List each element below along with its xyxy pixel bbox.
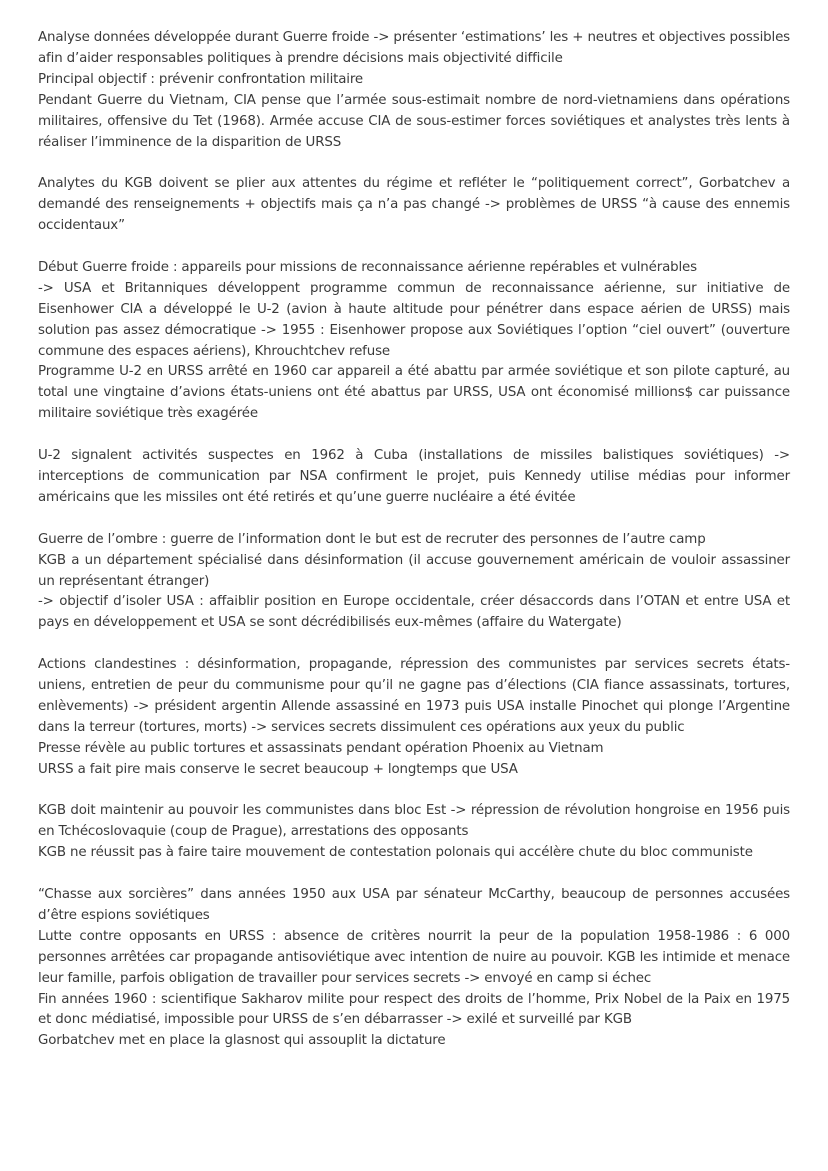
text-line: KGB doit maintenir au pouvoir les communistes dans bloc Est -> répression de révolution hongroise en 1956 puis en Tchécoslovaquie (coup de Prague), arrestations des opposants (38, 803, 790, 840)
paragraph-guerre-ombre (38, 530, 790, 635)
text-line: Programme U-2 en URSS arrêté en 1960 car appareil a été abattu par armée soviétique et son pilote capturé, au total une vingtaine d’avions états-uniens ont été abattus par URSS, USA ont économisé millions$ car puissance militaire soviétique très exagérée (38, 364, 790, 422)
text-line: KGB ne réussit pas à faire taire mouvement de contestation polonais qui accélère chute du bloc communiste (38, 845, 753, 861)
paragraph-reconnaissance-aerienne (38, 258, 790, 425)
paragraph-cuba (38, 446, 790, 509)
text-line: Analytes du KGB doivent se plier aux attentes du régime et refléter le “politiquement correct”, Gorbatchev a demandé des renseignements + objectifs mais ça n’a pas changé -> problèmes de URSS “à cause des ennemis occidentaux” (38, 176, 790, 234)
text-line: -> objectif d’isoler USA : affaiblir position en Europe occidentale, créer désaccords dans l’OTAN et entre USA et pays en développement et USA se sont décrédibilisés eux-mêmes (affaire du Watergate) (38, 594, 790, 631)
text-line: Fin années 1960 : scientifique Sakharov milite pour respect des droits de l’homme, Prix Nobel de la Paix en 1975 et donc médiatisé, impossible pour URSS de s’en débarrasser -> exilé et surveillé par KGB (38, 991, 790, 1028)
text-line: U-2 signalent activités suspectes en 1962 à Cuba (installations de missiles balistiques soviétiques) -> interceptions de communication par NSA confirment le projet, puis Kennedy utilise médias pour informer américains que les missiles ont été retirés et qu’une guerre nucléaire a été évitée (38, 448, 790, 505)
text-line: Début Guerre froide : appareils pour missions de reconnaissance aérienne repérables et vulnérables (38, 259, 697, 275)
paragraph-analyse-donnees (38, 28, 790, 153)
document-page (38, 28, 790, 1073)
text-line: Gorbatchev met en place la glasnost qui assouplit la dictature (38, 1033, 446, 1049)
text-line: Lutte contre opposants en URSS : absence de critères nourrit la peur de la population 1958-1986 : 6 000 personnes arrêtées car propagande antisoviétique avec intention de nuire au pouvoir. KGB les intimide et menace leur famille, parfois obligation de travailler pour services secrets -> envoyé en camp si échec (38, 928, 790, 986)
text-line: Analyse données développée durant Guerre froide -> présenter ‘estimations’ les + neutres et objectives possibles afin d’aider responsables politiques à prendre décisions mais objectivité difficile (38, 30, 790, 66)
text-line: KGB a un département spécialisé dans désinformation (il accuse gouvernement américain de vouloir assassiner un représentant étranger) (38, 552, 790, 589)
text-line: Presse révèle au public tortures et assassinats pendant opération Phoenix au Vietnam (38, 740, 604, 756)
text-line: URSS a fait pire mais conserve le secret beaucoup + longtemps que USA (38, 761, 518, 777)
text-line: Guerre de l’ombre : guerre de l’information dont le but est de recruter des personnes de l’autre camp (38, 531, 706, 547)
text-line: Actions clandestines : désinformation, propagande, répression des communistes par services secrets états-uniens, entretien de peur du communisme pour qu’il ne gagne pas d’élections (CIA fiance assassinats, tortures, enlèvements) -> président argentin Allende assassiné en 1973 puis USA installe Pinochet qui plonge l’Argentine dans la terreur (tortures, morts) -> services secrets dissimulent ces opérations aux yeux du public (38, 657, 790, 735)
text-line: Pendant Guerre du Vietnam, CIA pense que l’armée sous-estimait nombre de nord-vietnamiens dans opérations militaires, offensive du Tet (1968). Armée accuse CIA de sous-estimer forces soviétiques et analystes très lents à réaliser l’imminence de la disparition de URSS (38, 92, 790, 150)
text-line: -> USA et Britanniques développent programme commun de reconnaissance aérienne, sur initiative de Eisenhower CIA a développé le U-2 (avion à haute altitude pour pénétrer dans espace aérien de URSS) mais solution pas assez démocratique -> 1955 : Eisenhower propose aux Soviétiques l’option “ciel ouvert” (ouverture commune des espaces aériens), Khrouchtchev refuse (38, 280, 790, 359)
text-line: “Chasse aux sorcières” dans années 1950 aux USA par sénateur McCarthy, beaucoup de personnes accusées d’être espions soviétiques (38, 887, 790, 923)
text-line: Principal objectif : prévenir confrontation militaire (38, 71, 364, 87)
paragraph-opposants (38, 885, 790, 1052)
paragraph-kgb-analytes (38, 174, 790, 237)
paragraph-bloc-est (38, 801, 790, 864)
paragraph-actions-clandestines (38, 655, 790, 780)
